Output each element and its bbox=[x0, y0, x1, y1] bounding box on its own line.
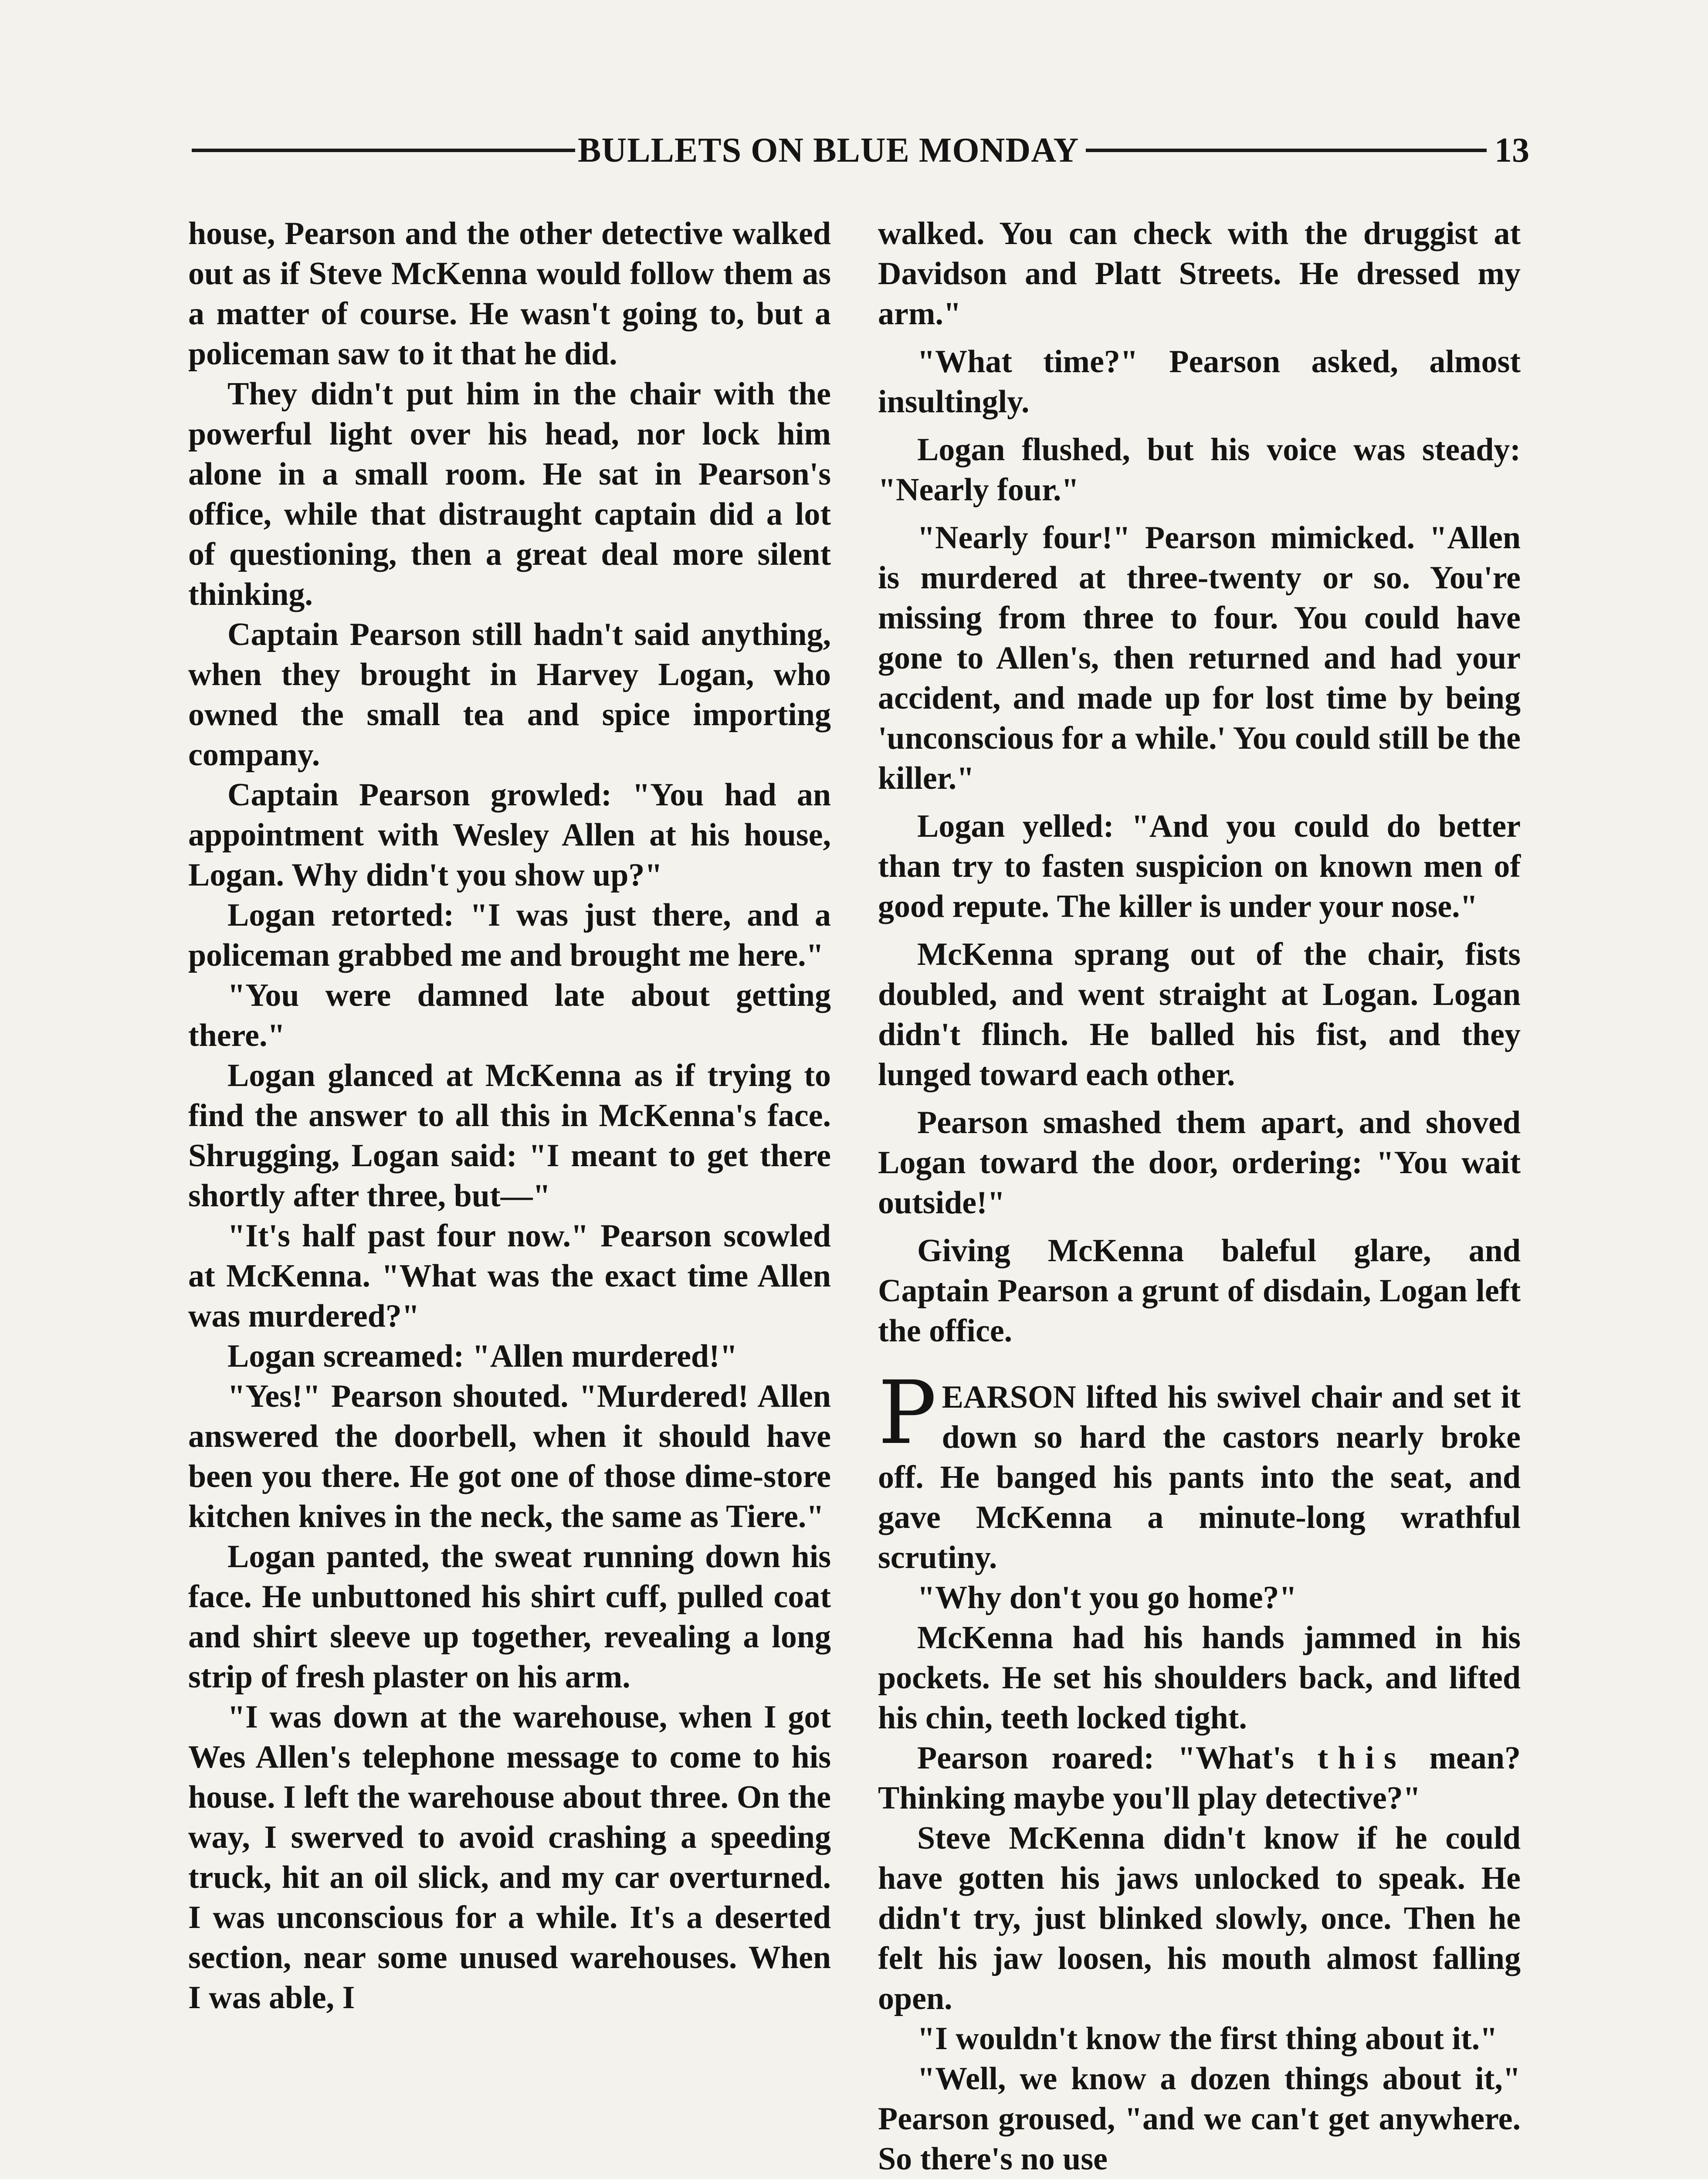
paragraph: "Nearly four!" Pearson mimicked. "Allen is murdered at three-twenty or so. You're missing from three to four. You could have gone to Allen's, then returned and had your accident, and made up for lost time by being 'unconscious for a while.' You could still be the killer." bbox=[878, 520, 1521, 796]
paragraph: Logan glanced at McKenna as if trying to find the answer to all this in McKenna's face. Shrugging, Logan said: "I meant to get there shortly after three, but—" bbox=[188, 1058, 831, 1214]
paragraph: walked. You can check with the druggist at Davidson and Platt Streets. He dressed my arm." bbox=[878, 216, 1521, 332]
running-title: BULLETS ON BLUE MONDAY bbox=[578, 131, 1079, 170]
section-opening-text: EARSON lifted his swivel chair and set it down so hard the castors nearly broke off. He banged his pants into the seat, and gave McKenna a minute-long wrathful scrutiny. bbox=[878, 1379, 1521, 1575]
header-rule-left bbox=[192, 149, 575, 152]
running-header bbox=[192, 126, 1529, 174]
paragraph: Logan yelled: "And you could do better than try to fasten suspicion on known men of good repute. The killer is under your nose." bbox=[878, 808, 1521, 924]
paragraph: Logan panted, the sweat running down his face. He unbuttoned his shirt cuff, pulled coat and shirt sleeve up together, revealing a long strip of fresh plaster on his arm. bbox=[188, 1539, 831, 1695]
paragraph bbox=[878, 1738, 1521, 1818]
drop-cap: P bbox=[878, 1362, 937, 1464]
paragraph: "Why don't you go home?" bbox=[917, 1580, 1297, 1616]
paragraph: "I wouldn't know the first thing about it." bbox=[917, 2021, 1498, 2057]
paragraph: "What time?" Pearson asked, almost insultingly. bbox=[878, 344, 1521, 420]
paragraph: "You were damned late about getting there." bbox=[188, 977, 831, 1053]
paragraph: They didn't put him in the chair with the powerful light over his head, nor lock him alone in a small room. He sat in Pearson's office, while that distraught captain did a lot of questioning, then a great deal more silent thinking. bbox=[188, 376, 831, 612]
paragraph: Steve McKenna didn't know if he could have gotten his jaws unlocked to speak. He didn't try, just blinked slowly, once. Then he felt his jaw loosen, his mouth almost falling open. bbox=[878, 1820, 1521, 2016]
right-column bbox=[878, 214, 1521, 2179]
left-column bbox=[188, 214, 831, 2018]
paragraph: Logan retorted: "I was just there, and a policeman grabbed me and brought me here." bbox=[188, 897, 831, 973]
paragraph: Pearson smashed them apart, and shoved Logan toward the door, ordering: "You wait outside!" bbox=[878, 1105, 1521, 1221]
paragraph: Giving McKenna baleful glare, and Captain Pearson a grunt of disdain, Logan left the office. bbox=[878, 1233, 1521, 1349]
paragraph: "Well, we know a dozen things about it," Pearson groused, "and we can't get anywhere. So there's no use bbox=[878, 2061, 1521, 2177]
paragraph: Logan flushed, but his voice was steady: "Nearly four." bbox=[878, 432, 1521, 508]
paragraph: McKenna sprang out of the chair, fists doubled, and went straight at Logan. Logan didn't flinch. He balled his fist, and they lunged toward each other. bbox=[878, 937, 1521, 1093]
paragraph: "Yes!" Pearson shouted. "Murdered! Allen answered the doorbell, when it should have been you there. He got one of those dime-store kitchen knives in the neck, the same as Tiere." bbox=[188, 1378, 831, 1534]
page-number: 13 bbox=[1494, 131, 1529, 170]
emphasized-word: this bbox=[1317, 1740, 1406, 1776]
roar-text-before: Pearson roared: "What's bbox=[917, 1740, 1318, 1776]
paragraph: Logan screamed: "Allen murdered!" bbox=[227, 1338, 738, 1374]
paragraph: house, Pearson and the other detective walked out as if Steve McKenna would follow them as a matter of course. He wasn't going to, but a policeman saw to it that he did. bbox=[188, 216, 831, 372]
header-rule-right bbox=[1086, 149, 1487, 152]
paragraph: McKenna had his hands jammed in his pockets. He set his shoulders back, and lifted his chin, teeth locked tight. bbox=[878, 1620, 1521, 1736]
paragraph: Captain Pearson still hadn't said anything, when they brought in Harvey Logan, who owned the small tea and spice importing company. bbox=[188, 617, 831, 773]
roar-text-after: mean? Thinking maybe you'll play detective?" bbox=[878, 1740, 1521, 1816]
paragraph: "It's half past four now." Pearson scowled at McKenna. "What was the exact time Allen was murdered?" bbox=[188, 1218, 831, 1334]
section-opening-paragraph bbox=[878, 1362, 1521, 1578]
paragraph: "I was down at the warehouse, when I got Wes Allen's telephone message to come to his house. I left the warehouse about three. On the way, I swerved to avoid crashing a speeding truck, hit an oil slick, and my car overturned. I was unconscious for a while. It's a deserted section, near some unused warehouses. When I was able, I bbox=[188, 1699, 831, 2016]
paragraph: Captain Pearson growled: "You had an appointment with Wesley Allen at his house, Logan. Why didn't you show up?" bbox=[188, 777, 831, 893]
